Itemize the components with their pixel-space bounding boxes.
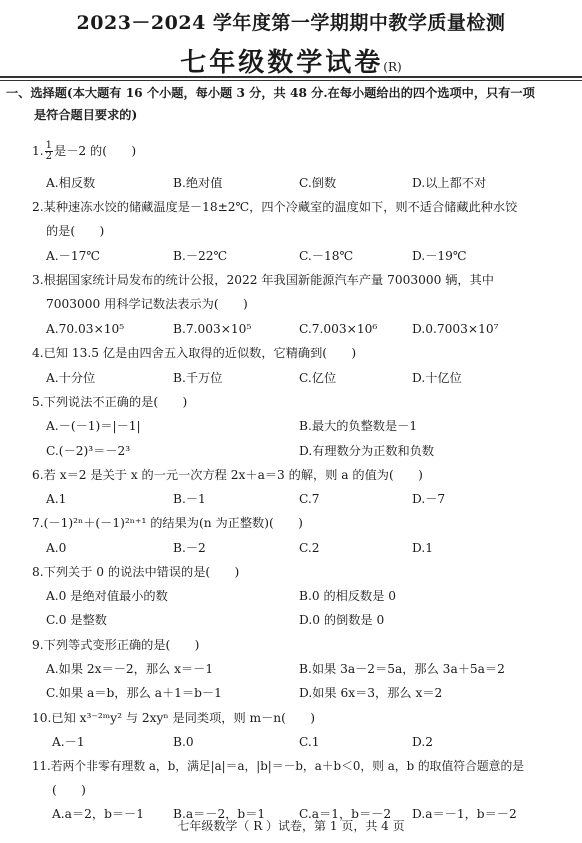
question-5: 5.下列说法不正确的是( ) [32, 395, 188, 409]
q11-option-b: B.a＝－2，b＝1 [173, 807, 266, 821]
q7-option-d: D.1 [412, 541, 433, 555]
question-8: 8.下列关于 0 的说法中错误的是( ) [32, 565, 240, 579]
question-3-line2: 7003000 用科学记数法表示为( ) [46, 297, 248, 311]
q10-option-d: D.2 [412, 735, 433, 749]
q3-option-d: D.0.7003×10⁷ [412, 322, 499, 336]
q10-option-b: B.0 [173, 735, 194, 749]
version-mark: (R) [383, 60, 402, 74]
fraction-numerator: 1 [45, 140, 53, 151]
q5-option-d: D.有理数分为正数和负数 [299, 444, 435, 458]
question-9: 9.下列等式变形正确的是( ) [32, 638, 200, 652]
q3-option-a: A.70.03×10⁵ [46, 322, 125, 336]
q2-option-d: D.－19℃ [412, 249, 467, 263]
question-2-line2: 的是( ) [46, 224, 105, 238]
question-4: 4.已知 13.5 亿是由四舍五入取得的近似数，它精确到( ) [32, 346, 357, 360]
section-heading [6, 82, 578, 126]
exam-title: 七年级数学试卷 [180, 48, 384, 78]
q4-option-c: C.亿位 [299, 371, 337, 385]
q8-option-b: B.0 的相反数是 0 [299, 589, 397, 603]
question-3-line1: 3.根据国家统计局发布的统计公报，2022 年我国新能源汽车产量 7003000 辆，其中 [32, 273, 494, 287]
q5-option-b: B.最大的负整数是－1 [299, 419, 418, 433]
q1-stem: 是－2 的( ) [54, 144, 137, 158]
q3-option-c: C.7.003×10⁶ [299, 322, 378, 336]
question-6: 6.若 x＝2 是关于 x 的一元一次方程 2x＋a＝3 的解，则 a 的值为( ) [32, 468, 423, 482]
q9-option-b: B.如果 3a－2＝5a，那么 3a＋5a＝2 [299, 662, 505, 676]
q11-option-c: C.a＝1，b＝－2 [299, 807, 392, 821]
question-2-line1: 2.某种速冻水饺的储藏温度是－18±2℃，四个冷藏室的温度如下，则不适合储藏此种水饺 [32, 200, 518, 214]
q11-option-a: A.a＝2，b＝－1 [52, 807, 145, 821]
q8-option-c: C.0 是整数 [46, 613, 107, 627]
q9-option-a: A.如果 2x＝－2，那么 x＝－1 [46, 662, 214, 676]
q1-option-a: A.相反数 [46, 176, 96, 190]
fraction-one-half [45, 141, 53, 162]
question-11-line2: ( ) [52, 783, 86, 797]
exam-title-line2 [0, 42, 582, 79]
q6-option-c: C.7 [299, 492, 320, 506]
q9-option-d: D.如果 6x＝3，那么 x＝2 [299, 686, 443, 700]
q1-option-b: B.绝对值 [173, 176, 223, 190]
q8-option-a: A.0 是绝对值最小的数 [46, 589, 168, 603]
q4-option-a: A.十分位 [46, 371, 96, 385]
q6-option-b: B.－1 [173, 492, 206, 506]
section-heading-line1: 一、选择题(本大题有 16 个小题，每小题 3 分，共 48 分.在每小题给出的四个选项中，只有一项 [6, 86, 535, 100]
question-10: 10.已知 x³⁻²ᵐy² 与 2xyⁿ 是同类项，则 m－n( ) [32, 711, 316, 725]
title-rule-thin [0, 80, 582, 81]
q9-option-c: C.如果 a＝b，那么 a＋1＝b－1 [46, 686, 222, 700]
q2-option-b: B.－22℃ [173, 249, 228, 263]
question-1 [32, 140, 576, 162]
q6-option-a: A.1 [46, 492, 67, 506]
question-7: 7.(－1)²ⁿ＋(－1)²ⁿ⁺¹ 的结果为(n 为正整数)( ) [32, 516, 303, 530]
exam-title-line1: 2023－2024 学年度第一学期期中教学质量检测 [76, 12, 506, 34]
q7-option-a: A.0 [46, 541, 67, 555]
q2-option-c: C.－18℃ [299, 249, 354, 263]
q7-option-c: C.2 [299, 541, 320, 555]
q1-number: 1. [32, 144, 44, 158]
q4-option-d: D.十亿位 [412, 371, 462, 385]
q10-option-a: A.－1 [52, 735, 85, 749]
fraction-denominator: 2 [45, 151, 53, 162]
q5-option-a: A.－(－1)＝|－1| [46, 419, 141, 433]
q4-option-b: B.千万位 [173, 371, 223, 385]
q11-option-d: D.a＝－1，b＝－2 [412, 807, 517, 821]
q2-option-a: A.－17℃ [46, 249, 101, 263]
title-rule-thick [0, 76, 582, 78]
q10-option-c: C.1 [299, 735, 320, 749]
q1-option-c: C.倒数 [299, 176, 337, 190]
q3-option-b: B.7.003×10⁵ [173, 322, 252, 336]
q6-option-d: D.－7 [412, 492, 446, 506]
q1-option-d: D.以上都不对 [412, 176, 487, 190]
page-footer: 七年级数学（ R ）试卷，第 1 页，共 4 页 [177, 819, 405, 833]
q5-option-c: C.(－2)³＝－2³ [46, 444, 131, 458]
question-11-line1: 11.若两个非零有理数 a，b，满足|a|＝a，|b|＝－b，a＋b＜0，则 a，b 的取值符合题意的是 [32, 759, 525, 773]
q7-option-b: B.－2 [173, 541, 206, 555]
q8-option-d: D.0 的倒数是 0 [299, 613, 385, 627]
section-heading-line2: 是符合题目要求的) [34, 108, 138, 122]
